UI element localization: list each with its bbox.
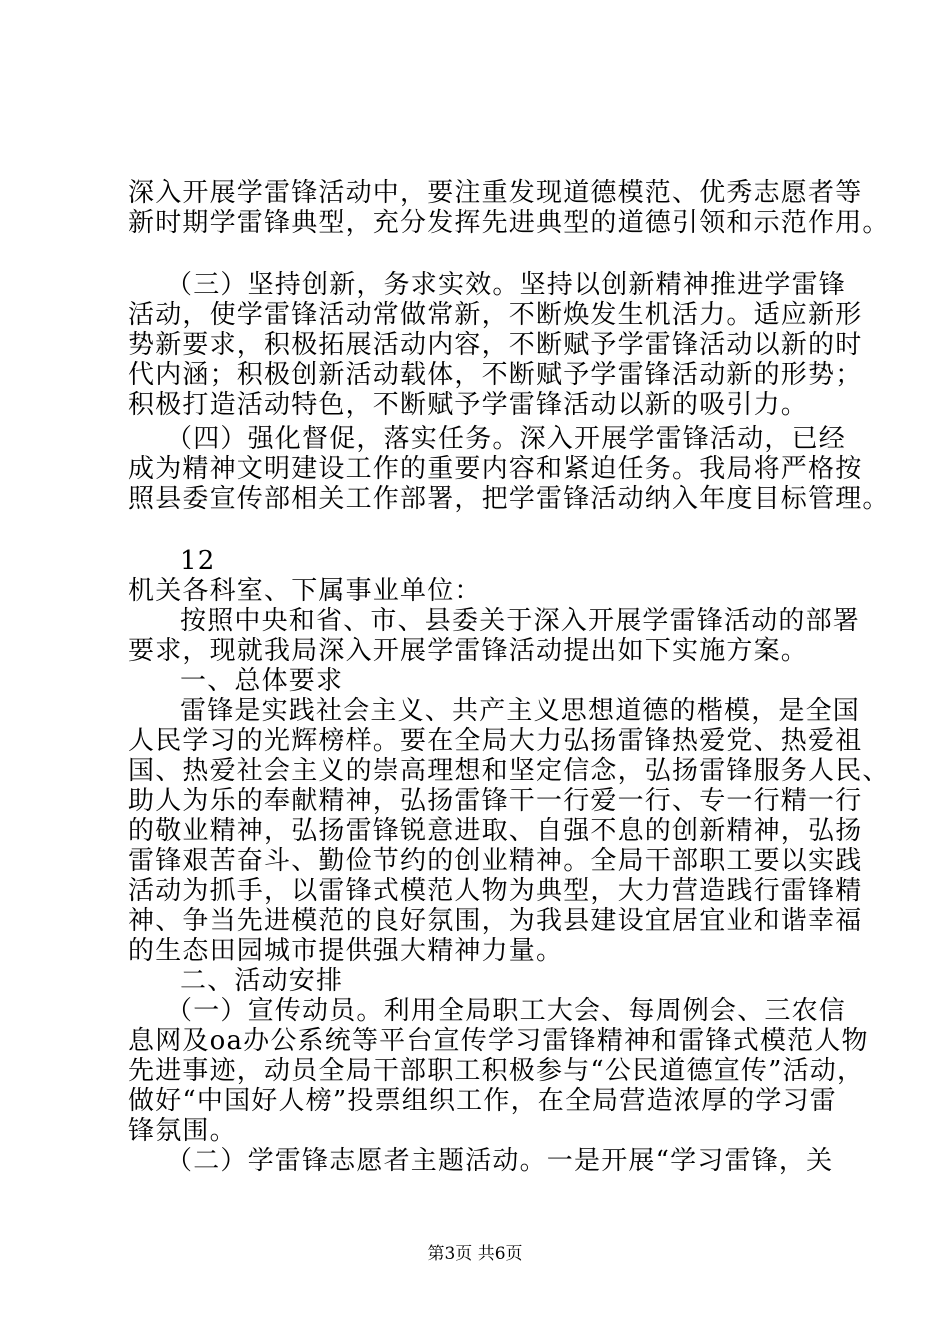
paragraph-line: 新时期学雷锋典型，充分发挥先进典型的道德引领和示范作用。 — [128, 208, 890, 238]
paragraph-line: 做好“中国好人榜”投票组织工作，在全局营造浓厚的学习雷 — [128, 1086, 837, 1116]
paragraph-line: 雷锋艰苦奋斗、勤俭节约的创业精神。全局干部职工要以实践 — [128, 846, 863, 876]
paragraph-line: （三）坚持创新，务求实效。坚持以创新精神推进学雷锋 — [166, 270, 847, 300]
paragraph-line: 锋氛围。 — [128, 1116, 237, 1146]
paragraph-line: 活动为抓手，以雷锋式模范人物为典型，大力营造践行雷锋精 — [128, 876, 863, 906]
paragraph-line: 国、热爱社会主义的崇高理想和坚定信念，弘扬雷锋服务人民、 — [128, 756, 890, 786]
paragraph-line: 深入开展学雷锋活动中，要注重发现道德模范、优秀志愿者等 — [128, 178, 863, 208]
paragraph-line: 先进事迹，动员全局干部职工积极参与“公民道德宣传”活动， — [128, 1056, 865, 1086]
paragraph-line: 要求，现就我局深入开展学雷锋活动提出如下实施方案。 — [128, 636, 809, 666]
salutation: 机关各科室、下属事业单位： — [128, 576, 482, 606]
paragraph-line: 息网及oa办公系统等平台宣传学习雷锋精神和雷锋式模范人物 — [128, 1026, 869, 1056]
paragraph-line: 成为精神文明建设工作的重要内容和紧迫任务。我局将严格按 — [128, 454, 863, 484]
paragraph-line: 按照中央和省、市、县委关于深入开展学雷锋活动的部署 — [180, 606, 861, 636]
paragraph-line: 照县委宣传部相关工作部署，把学雷锋活动纳入年度目标管理。 — [128, 484, 890, 514]
paragraph-line: 活动，使学雷锋活动常做常新，不断焕发生机活力。适应新形 — [128, 300, 863, 330]
paragraph-line: 的生态田园城市提供强大精神力量。 — [128, 936, 564, 966]
page-footer: 第3页 共6页 — [427, 1244, 523, 1264]
paragraph-line: （二）学雷锋志愿者主题活动。一是开展“学习雷锋，关 — [166, 1146, 834, 1176]
paragraph-line: 代内涵；积极创新活动载体，不断赋予学雷锋活动新的形势； — [128, 360, 863, 390]
paragraph-line: 雷锋是实践社会主义、共产主义思想道德的楷模，是全国 — [180, 696, 861, 726]
page-number-marker: 12 — [180, 546, 216, 576]
paragraph-line: 的敬业精神，弘扬雷锋锐意进取、自强不息的创新精神，弘扬 — [128, 816, 863, 846]
paragraph-line: 神、争当先进模范的良好氛围，为我县建设宜居宜业和谐幸福 — [128, 906, 863, 936]
paragraph-line: （一）宣传动员。利用全局职工大会、每周例会、三农信 — [166, 996, 847, 1026]
paragraph-line: 积极打造活动特色，不断赋予学雷锋活动以新的吸引力。 — [128, 390, 809, 420]
paragraph-line: （四）强化督促，落实任务。深入开展学雷锋活动，已经 — [166, 424, 847, 454]
paragraph-line: 人民学习的光辉榜样。要在全局大力弘扬雷锋热爱党、热爱祖 — [128, 726, 863, 756]
paragraph-line: 势新要求，积极拓展活动内容，不断赋予学雷锋活动以新的时 — [128, 330, 863, 360]
paragraph-line: 助人为乐的奉献精神，弘扬雷锋干一行爱一行、专一行精一行 — [128, 786, 863, 816]
section-heading: 一、总体要求 — [180, 666, 344, 696]
section-heading: 二、活动安排 — [180, 966, 344, 996]
